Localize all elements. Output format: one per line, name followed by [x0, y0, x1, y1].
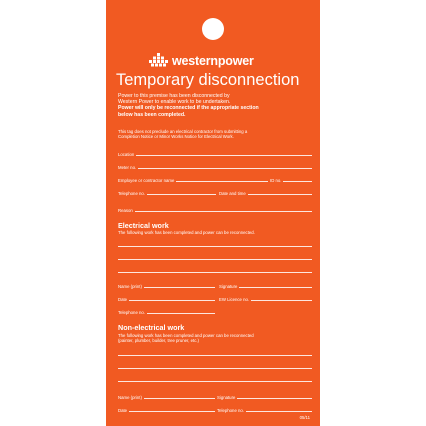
tag-title: Temporary disconnection [116, 71, 300, 89]
non-electrical-date-field[interactable] [118, 405, 215, 413]
reason-field[interactable] [118, 205, 312, 213]
field-line[interactable] [135, 211, 312, 212]
brand-name: westernpower [172, 54, 254, 68]
ew-licence-field[interactable] [219, 294, 312, 302]
field-label: Telephone no. [118, 310, 145, 315]
location-field[interactable] [118, 149, 312, 157]
field-line[interactable] [283, 181, 312, 182]
field-line[interactable] [136, 155, 312, 156]
field-line[interactable] [147, 313, 215, 314]
field-line[interactable] [129, 300, 215, 301]
field-line[interactable] [246, 411, 312, 412]
western-power-logo [148, 52, 254, 70]
blank-line[interactable] [118, 381, 312, 382]
blank-line[interactable] [118, 259, 312, 260]
note-line: This tag does not preclude an electrical contractor from submitting a [118, 129, 248, 134]
field-label: Telephone no. [118, 191, 145, 196]
electrical-date-field[interactable] [118, 294, 215, 302]
blank-line[interactable] [118, 246, 312, 247]
electrical-name-field[interactable] [118, 281, 215, 289]
id-no-field[interactable] [270, 175, 312, 183]
employee-name-field[interactable] [118, 175, 268, 183]
subtitle-line: (painter, plumber, builder, tree pruner, etc.) [118, 338, 199, 344]
electrical-work-subtitle: The following work has been completed and power can be reconnected. [118, 230, 255, 235]
field-line[interactable] [251, 300, 312, 301]
intro-line: Power to this premise has been disconnected by [118, 93, 230, 99]
field-line[interactable] [248, 194, 312, 195]
non-electrical-signature-field[interactable] [217, 392, 312, 400]
field-label: ID no. [270, 178, 282, 183]
field-line[interactable] [176, 181, 268, 182]
note-text [118, 129, 308, 140]
blank-line[interactable] [118, 368, 312, 369]
non-electrical-work-subtitle [118, 333, 310, 343]
logo-mark-icon [148, 53, 168, 69]
blank-line[interactable] [118, 272, 312, 273]
telephone-field[interactable] [118, 188, 216, 196]
note-line: Completion Notice or Minor Works Notice for Electrical Work. [118, 134, 234, 140]
field-label: Location [118, 152, 135, 157]
field-label: Date [118, 408, 128, 413]
date-time-field[interactable] [219, 188, 312, 196]
field-line[interactable] [237, 398, 312, 399]
intro-line: Western Power to enable work to be undertaken. [118, 99, 231, 106]
electrical-work-heading: Electrical work [118, 221, 169, 230]
blank-line[interactable] [118, 355, 312, 356]
field-label: Date [118, 297, 128, 302]
electrical-telephone-field[interactable] [118, 307, 215, 315]
form-code: 05/11 [299, 415, 310, 420]
field-label: Telephone no. [217, 408, 244, 413]
field-line[interactable] [138, 168, 312, 169]
field-label: Name (print) [118, 395, 142, 400]
field-label: Signature [219, 284, 238, 289]
field-label: Name (print) [118, 284, 142, 289]
intro-bold-line: below has been completed. [118, 111, 186, 118]
field-label: EW Licence no. [219, 297, 250, 302]
field-line[interactable] [147, 194, 216, 195]
non-electrical-name-field[interactable] [118, 392, 215, 400]
intro-bold-line: Power will only be reconnected if the appropriate section [118, 105, 259, 112]
field-line[interactable] [129, 411, 215, 412]
field-line[interactable] [239, 287, 312, 288]
field-line[interactable] [144, 398, 215, 399]
field-label: Reason [118, 208, 133, 213]
non-electrical-telephone-field[interactable] [217, 405, 312, 413]
disconnection-tag [106, 0, 320, 426]
intro-text [118, 93, 314, 118]
meter-no-field[interactable] [118, 162, 312, 170]
field-label: Date and time [219, 191, 246, 196]
electrical-signature-field[interactable] [219, 281, 312, 289]
field-label: Meter no. [118, 165, 137, 170]
subtitle-line: The following work has been completed and power can be reconnected [118, 333, 254, 338]
hang-hole [202, 18, 224, 40]
field-label: Employee or contractor name [118, 178, 175, 183]
field-line[interactable] [144, 287, 215, 288]
field-label: Signature [217, 395, 236, 400]
non-electrical-work-heading: Non-electrical work [118, 323, 185, 332]
